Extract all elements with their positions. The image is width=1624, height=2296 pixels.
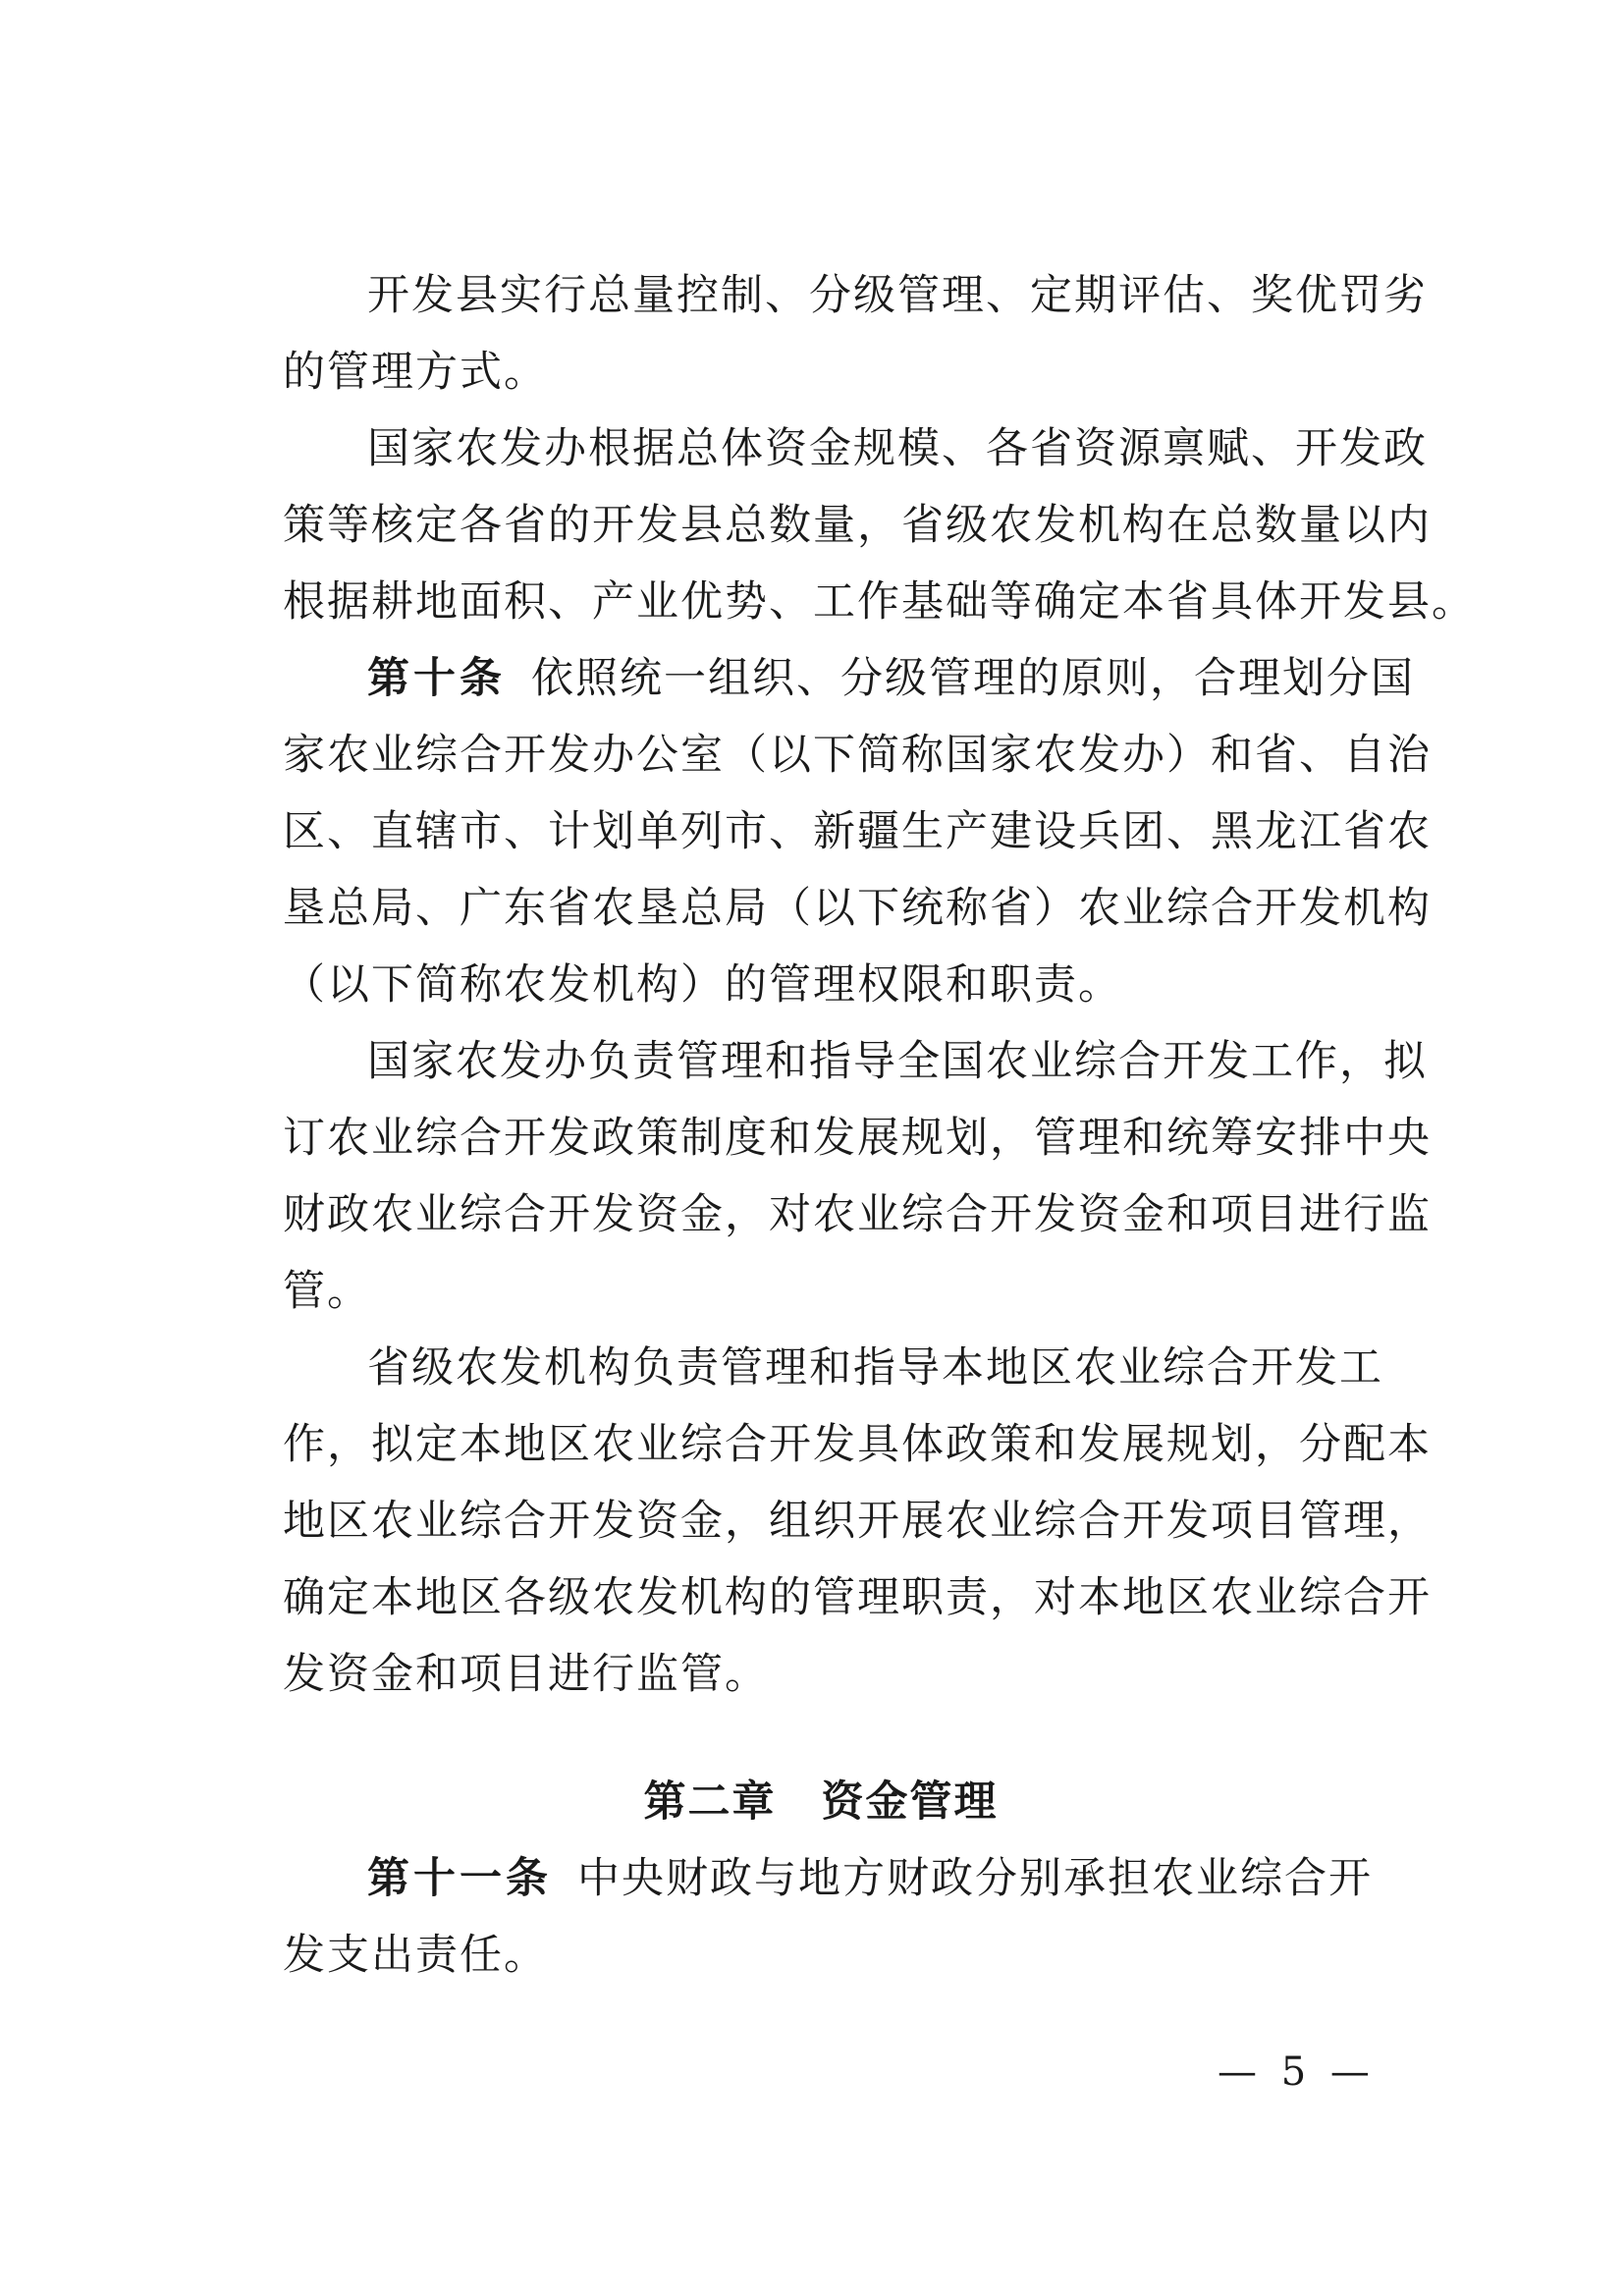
chapter-heading [283,1764,1359,1840]
paragraph [283,1330,1432,1713]
text-line [283,1840,1373,1917]
article-text: 依照统一组织、分级管理的原则，合理划分国 [531,654,1415,703]
article-heading: 第十条 [367,654,506,703]
page-number: — 5 — [1218,2050,1376,2095]
text-line: 发资金和项目进行监管。 [283,1650,769,1699]
text-line: 作，拟定本地区农业综合开发具体政策和发展规划，分配本 [283,1420,1432,1469]
chapter-title: 资金管理 [821,1777,999,1827]
text-line: 垦总局、广东省农垦总局（以下统称省）农业综合开发机构 [283,884,1432,933]
text-line: 地区农业综合开发资金，组织开展农业综合开发项目管理， [283,1497,1432,1546]
text-line: 发支出责任。 [283,1931,548,1980]
text-line [283,640,1415,717]
paragraph [283,410,1476,640]
chapter-number: 第二章 [643,1777,777,1827]
paragraph [283,257,1428,410]
text-line: 家农业综合开发办公室（以下简称国家农发办）和省、自治 [283,731,1432,780]
document-body [283,257,1476,1994]
article-text: 中央财政与地方财政分别承担农业综合开 [577,1854,1373,1903]
text-line: 根据耕地面积、产业优势、工作基础等确定本省具体开发县。 [283,577,1476,627]
text-line: 确定本地区各级农发机构的管理职责，对本地区农业综合开 [283,1573,1432,1622]
text-line: 开发县实行总量控制、分级管理、定期评估、奖优罚劣 [367,271,1428,320]
text-line: 国家农发办根据总体资金规模、各省资源禀赋、开发政 [367,424,1428,473]
text-line: 策等核定各省的开发县总数量，省级农发机构在总数量以内 [283,501,1432,550]
text-line: 国家农发办负责管理和指导全国农业综合开发工作，拟 [367,1037,1428,1086]
article-10 [283,640,1432,1023]
article-heading: 第十一条 [367,1854,552,1903]
text-line: 区、直辖市、计划单列市、新疆生产建设兵团、黑龙江省农 [283,807,1432,856]
text-line: 管。 [283,1267,371,1316]
paragraph [283,1023,1432,1330]
text-line: 订农业综合开发政策制度和发展规划，管理和统筹安排中央 [283,1114,1432,1163]
text-line: 的管理方式。 [283,348,548,397]
text-line: （以下简称农发机构）的管理权限和职责。 [283,960,1122,1010]
text-line: 省级农发机构负责管理和指导本地区农业综合开发工 [367,1343,1383,1393]
text-line: 财政农业综合开发资金，对农业综合开发资金和项目进行监 [283,1190,1432,1239]
article-11 [283,1840,1373,1994]
